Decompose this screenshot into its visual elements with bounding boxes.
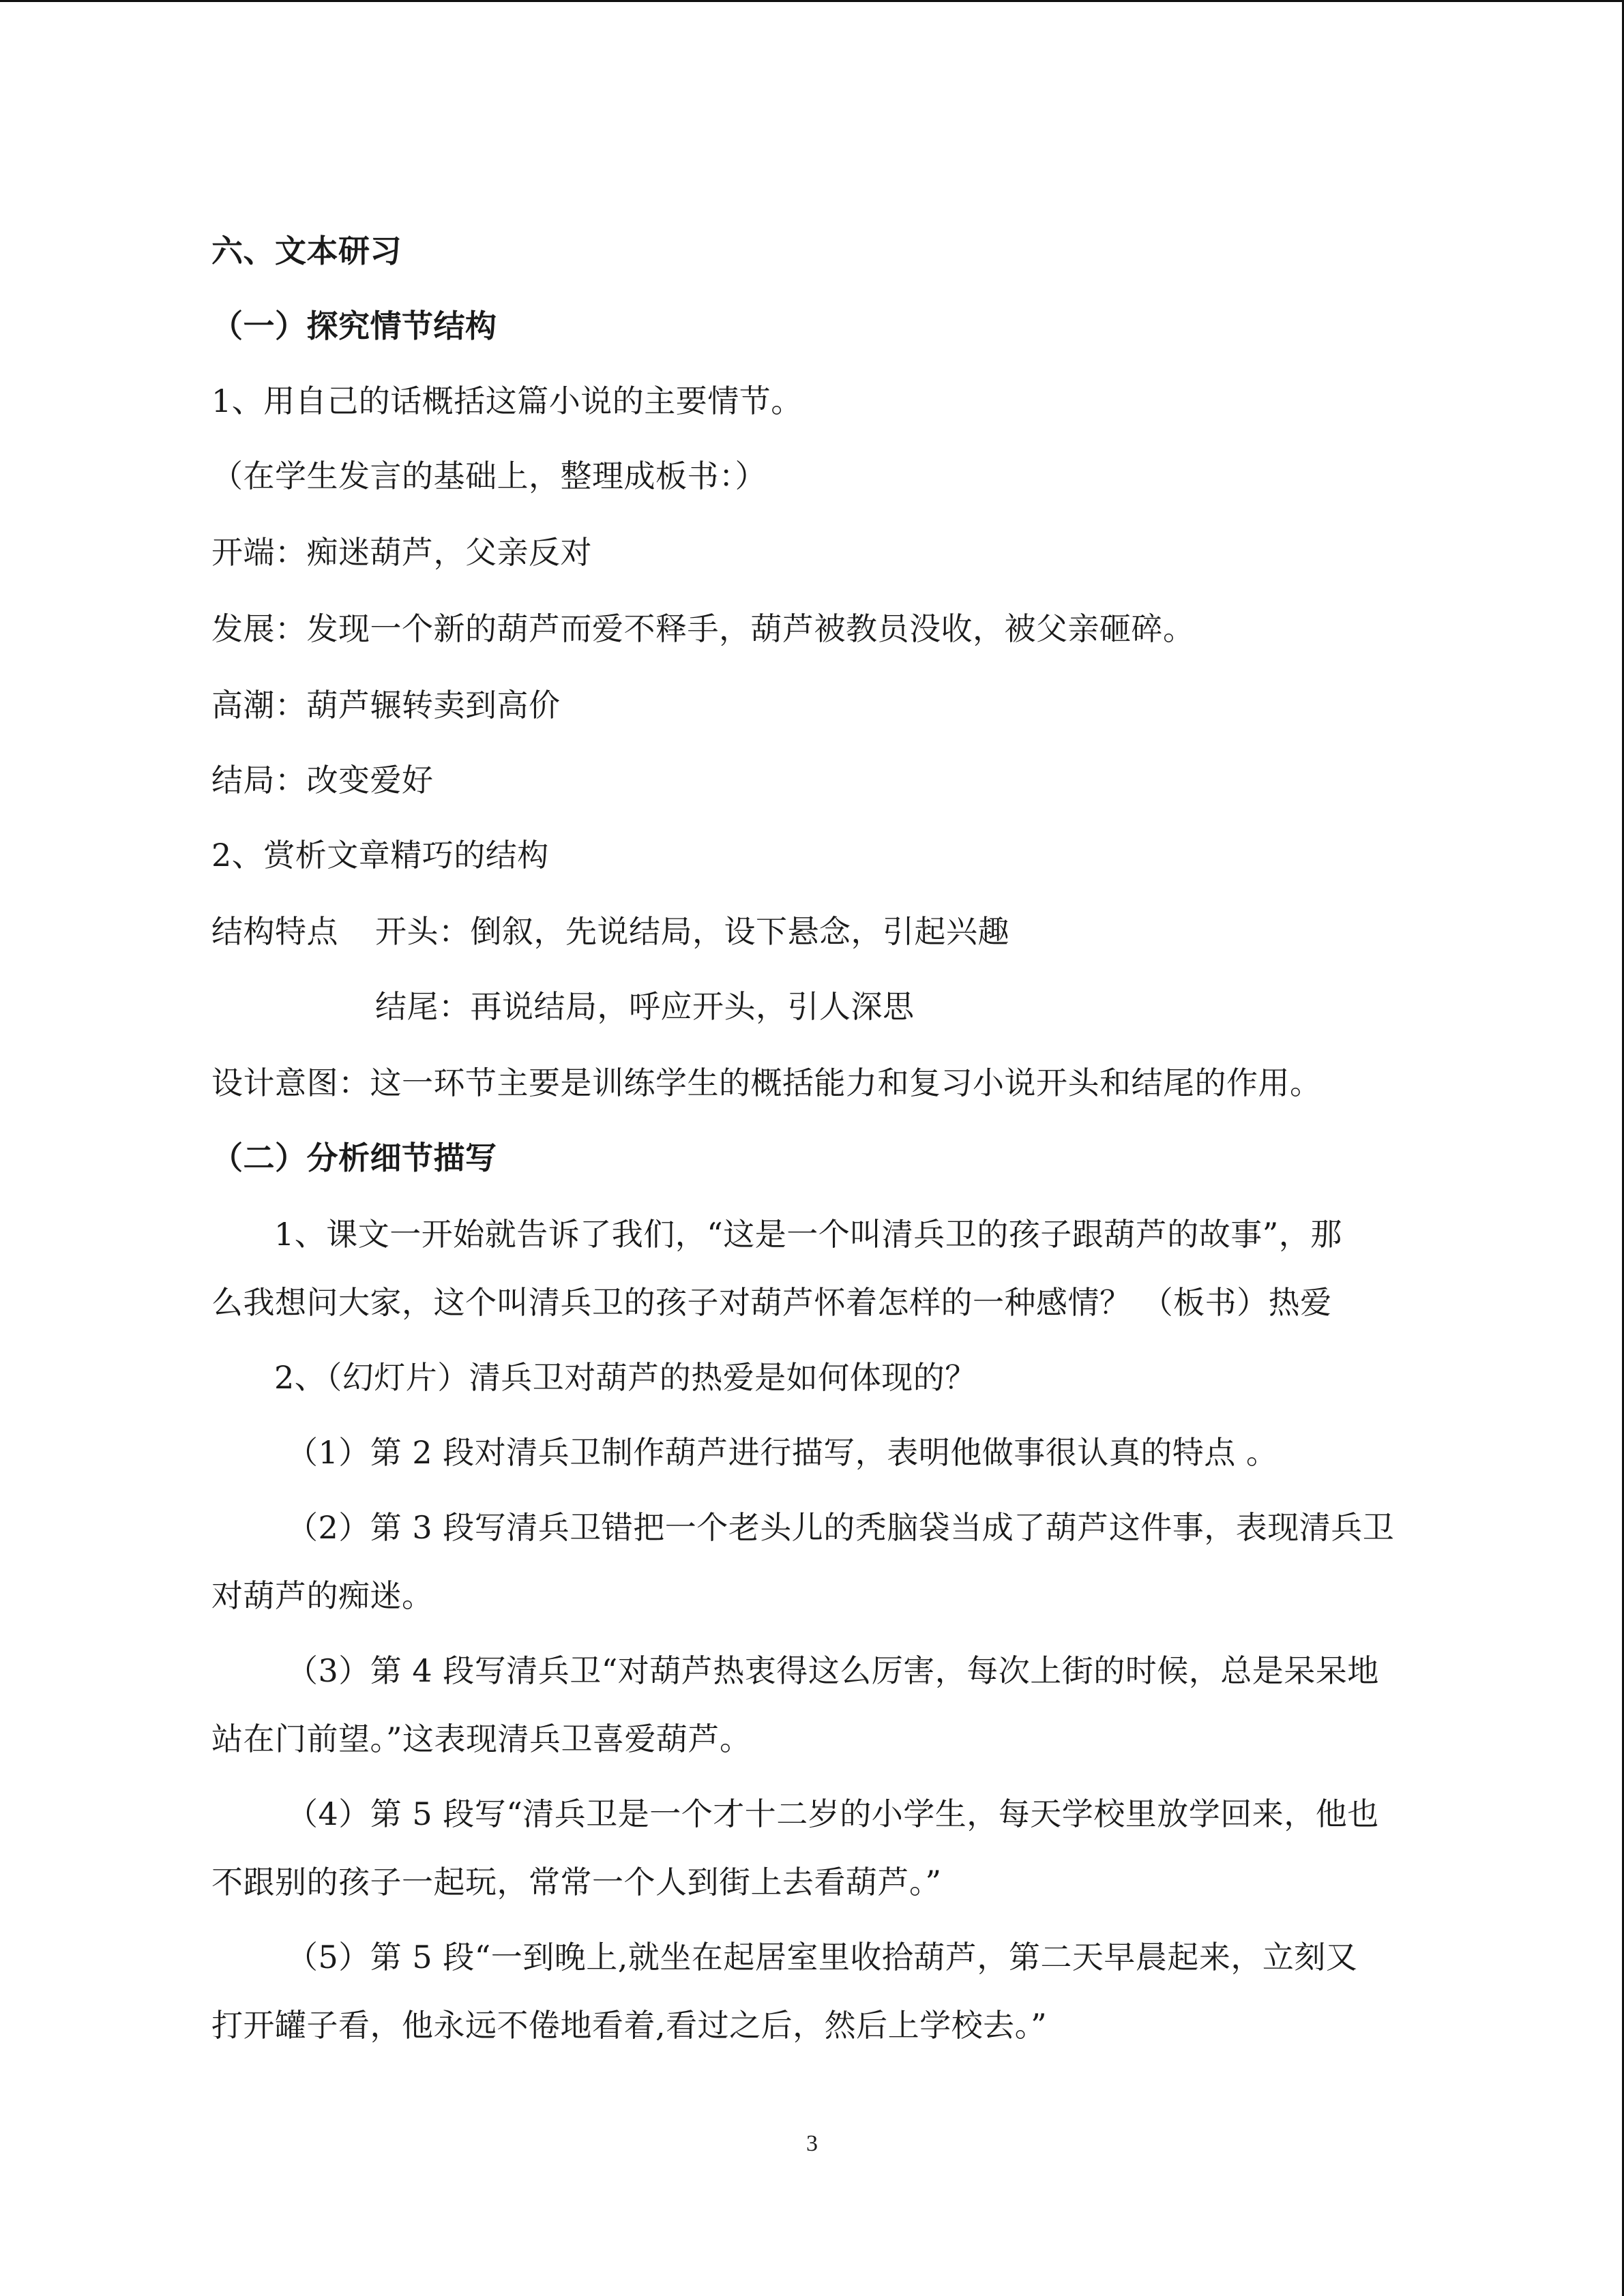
design-intent: 设计意图：这一环节主要是训练学生的概括能力和复习小说开头和结尾的作用。 (211, 1064, 1322, 1101)
item-structure-analysis: 2、赏析文章精巧的结构 (211, 837, 549, 874)
structure-label: 结构特点 (211, 913, 338, 950)
point-3-line2: 站在门前望。”这表现清兵卫喜爱葫芦。 (211, 1720, 752, 1757)
board-note: （在学生发言的基础上，整理成板书：） (211, 458, 767, 494)
plot-opening: 开端：痴迷葫芦，父亲反对 (211, 534, 592, 571)
point-2-line1: （2）第 3 段写清兵卫错把一个老头儿的秃脑袋当成了葫芦这件事，表现清兵卫 (286, 1509, 1395, 1546)
point-4-line1: （4）第 5 段写“清兵卫是一个才十二岁的小学生，每天学校里放学回来，他也 (286, 1795, 1379, 1832)
detail-question-line1: 1、课文一开始就告诉了我们，“这是一个叫清兵卫的孩子跟葫芦的故事”，那 (274, 1216, 1342, 1253)
structure-closing: 结尾：再说结局，呼应开头，引人深思 (375, 988, 915, 1025)
point-3-line1: （3）第 4 段写清兵卫“对葫芦热衷得这么厉害，每次上街的时候，总是呆呆地 (286, 1652, 1379, 1689)
detail-question-line2: 么我想问大家，这个叫清兵卫的孩子对葫芦怀着怎样的一种感情？ （板书）热爱 (211, 1284, 1332, 1321)
section-title: 六、文本研习 (211, 233, 402, 269)
point-4-line2: 不跟别的孩子一起玩，常常一个人到街上去看葫芦。” (211, 1864, 942, 1900)
subsection-title-details: （二）分析细节描写 (211, 1139, 497, 1176)
plot-development: 发展：发现一个新的葫芦而爱不释手，葫芦被教员没收，被父亲砸碎。 (211, 610, 1195, 647)
plot-climax: 高潮：葫芦辗转卖到高价 (211, 687, 561, 724)
page-number: 3 (806, 2131, 818, 2156)
subsection-title-plot: （一）探究情节结构 (211, 308, 497, 344)
point-5-line1: （5）第 5 段“一到晚上,就坐在起居室里收拾葫芦，第二天早晨起来，立刻又 (286, 1939, 1358, 1976)
detail-slide-question: 2、（幻灯片）清兵卫对葫芦的热爱是如何体现的？ (274, 1359, 977, 1396)
point-2-line2: 对葫芦的痴迷。 (211, 1577, 434, 1614)
structure-opening: 开头：倒叙，先说结局，设下悬念，引起兴趣 (375, 913, 1009, 950)
point-1: （1）第 2 段对清兵卫制作葫芦进行描写，表明他做事很认真的特点 。 (286, 1434, 1278, 1471)
point-5-line2: 打开罐子看，他永远不倦地看着,看过之后，然后上学校去。” (211, 2007, 1048, 2044)
plot-ending: 结局：改变爱好 (211, 762, 434, 799)
item-summarize-plot: 1、用自己的话概括这篇小说的主要情节。 (211, 383, 803, 419)
